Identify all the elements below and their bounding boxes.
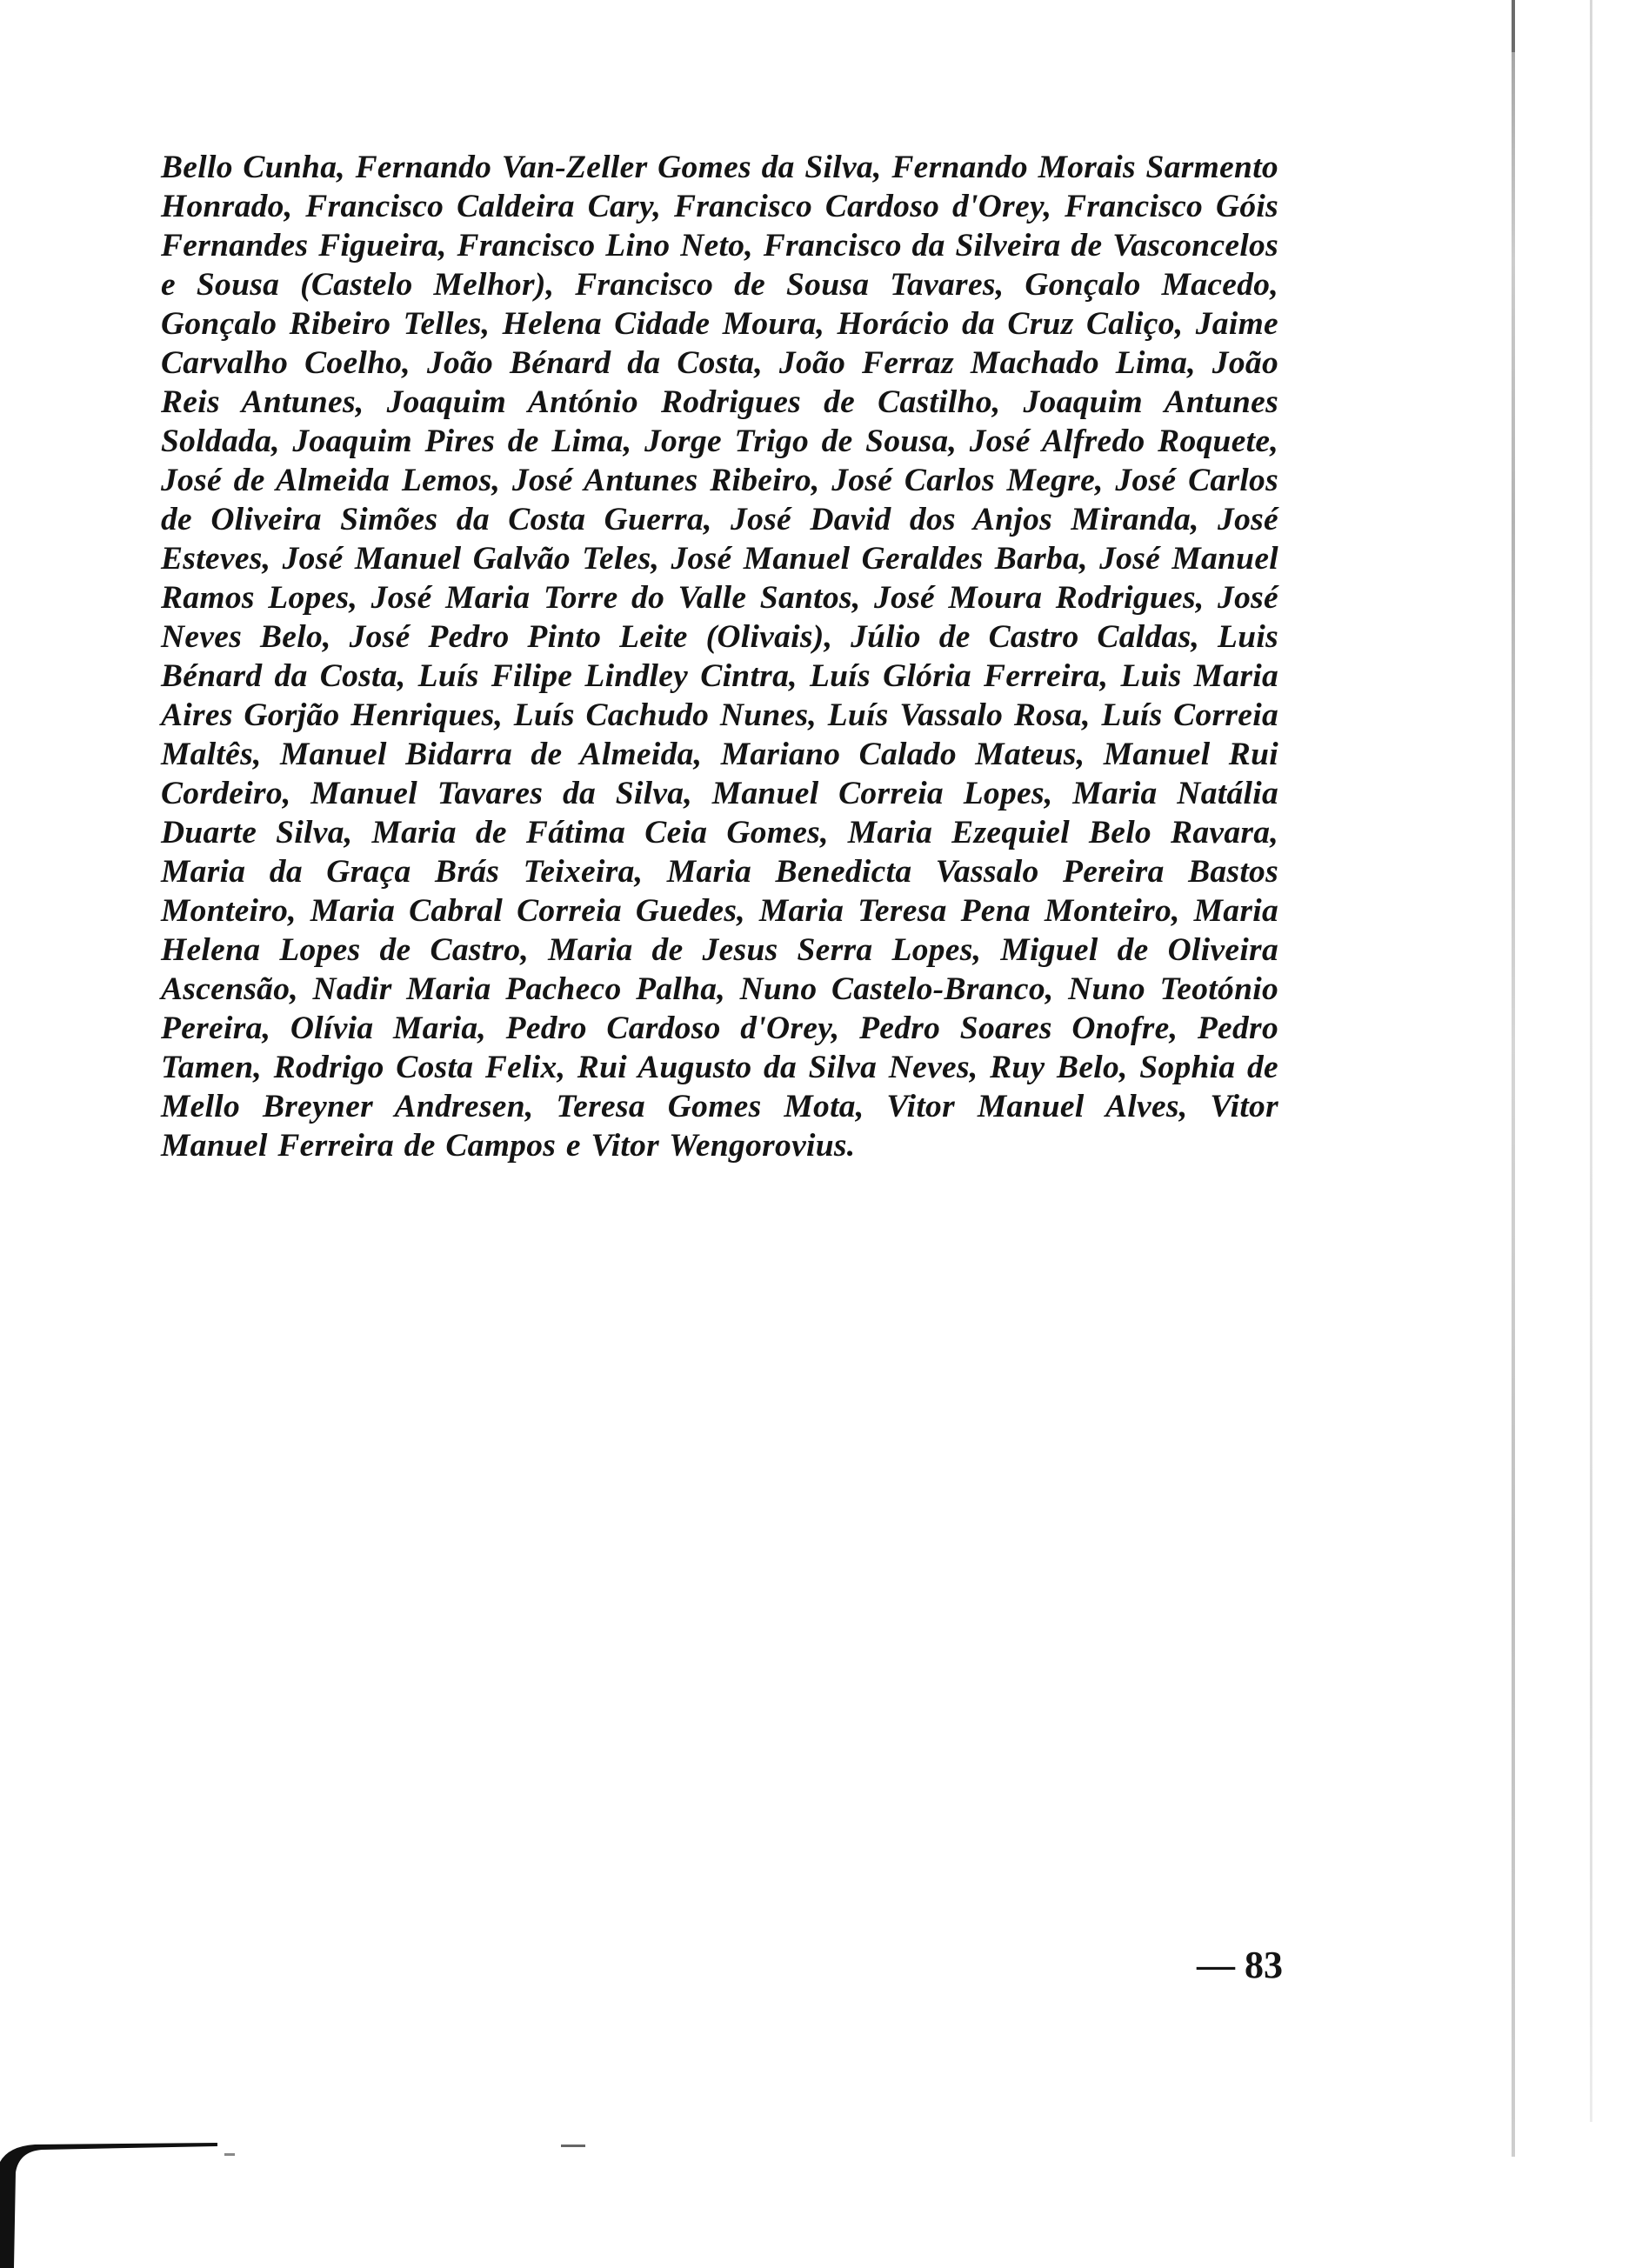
corner-scan-mark [0,2138,287,2268]
names-paragraph: Bello Cunha, Fernando Van-Zeller Gomes da Silva, Fernando Morais Sarmento Honrado, Francisco Caldeira Cary, Francisco Cardoso d'Orey, Francisco Góis Fernandes Figueira, Francisco Lino Neto, Francisco da Silveira de Vasconcelos e Sousa (Castelo Melhor), Francisco de Sousa Tavares, Gonçalo Macedo, Gonçalo Ribeiro Telles, Helena Cidade Moura, Horácio da Cruz Caliço, Jaime Carvalho Coelho, João Bénard da Costa, João Ferraz Machado Lima, João Reis Antunes, Joaquim António Rodrigues de Castilho, Joaquim Antunes Soldada, Joaquim Pires de Lima, Jorge Trigo de Sousa, José Alfredo Roquete, José de Almeida Lemos, José Antunes Ribeiro, José Carlos Megre, José Carlos de Oliveira Simões da Costa Guerra, José David dos Anjos Miranda, José Esteves, José Manuel Galvão Teles, José Manuel Geraldes Barba, José Manuel Ramos Lopes, José Maria Torre do Valle Santos, José Moura Rodrigues, José Neves Belo, José Pedro Pinto Leite (Olivais), Júlio de Castro Caldas, Luis Bénard da Costa, Luís Filipe Lindley Cintra, Luís Glória Ferreira, Luis Maria Aires Gorjão Henriques, Luís Cachudo Nunes, Luís Vassalo Rosa, Luís Correia Maltês, Manuel Bidarra de Almeida, Mariano Calado Mateus, Manuel Rui Cordeiro, Manuel Tavares da Silva, Manuel Correia Lopes, Maria Natália Duarte Silva, Maria de Fátima Ceia Gomes, Maria Ezequiel Belo Ravara, Maria da Graça Brás Teixeira, Maria Benedicta Vassalo Pereira Bastos Monteiro, Maria Cabral Correia Guedes, Maria Teresa Pena Monteiro, Maria Helena Lopes de Castro, Maria de Jesus Serra Lopes, Miguel de Oliveira Ascensão, Nadir Maria Pacheco Palha, Nuno Castelo-Branco, Nuno Teotónio Pereira, Olívia Maria, Pedro Cardoso d'Orey, Pedro Soares Onofre, Pedro Tamen, Rodrigo Costa Felix, Rui Augusto da Silva Neves, Ruy Belo, Sophia de Mello Breyner Andresen, Teresa Gomes Mota, Vitor Manuel Alves, Vitor Manuel Ferreira de Campos e Vitor Wengorovius. [161,150,1278,1164]
page-number: — 83 [1197,1944,1283,1986]
stray-mark [224,2153,235,2156]
binding-edge-line [1512,0,1515,2157]
page-edge-line [1590,0,1592,2122]
stray-dash-mark [561,2145,585,2147]
